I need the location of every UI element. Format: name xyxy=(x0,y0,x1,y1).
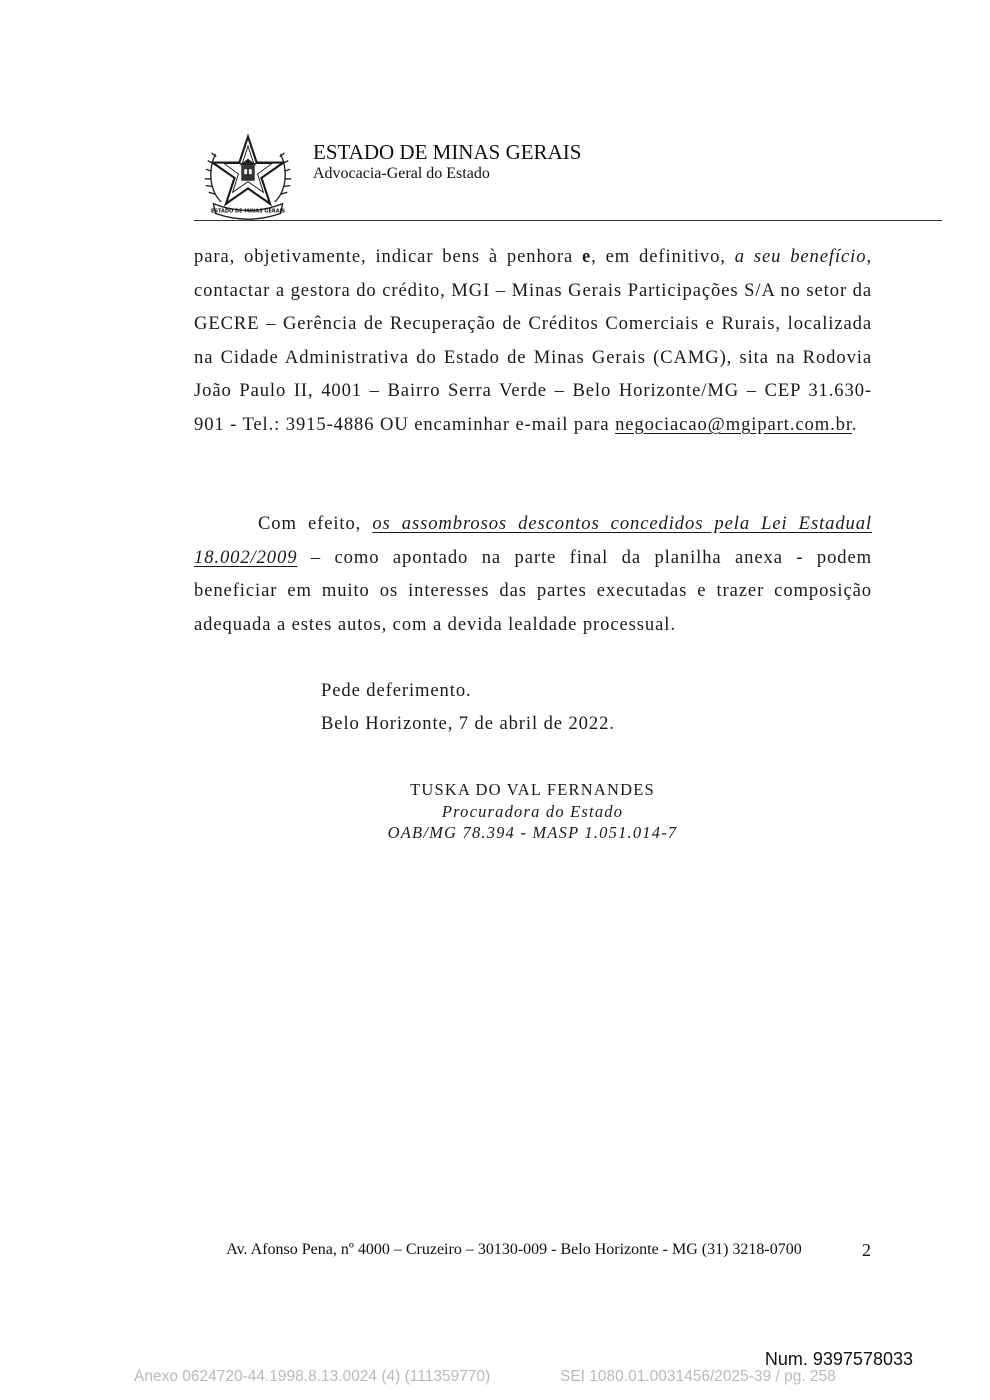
p2-text-1: Com efeito, xyxy=(258,513,373,534)
signer-name: TUSKA DO VAL FERNANDES xyxy=(410,780,655,799)
sei-reference: SEI 1080.01.0031456/2025-39 / pg. 258 xyxy=(560,1368,836,1385)
email-link[interactable]: negociacao@mgipart.com.br xyxy=(615,413,852,435)
p2-law-reference: os assombrosos descontos concedidos pela Lei Estadual 18.002/2009 xyxy=(194,513,872,568)
footer-address: Av. Afonso Pena, nº 4000 – Cruzeiro – 30130-009 - Belo Horizonte - MG (31) 3218-0700 xyxy=(226,1241,802,1258)
signer-oab: OAB/MG 78.394 - MASP 1.051.014-7 xyxy=(387,823,678,842)
p1-end: . xyxy=(851,413,858,435)
header-title: ESTADO DE MINAS GERAIS xyxy=(313,140,582,164)
page-number: 2 xyxy=(862,1240,871,1260)
p1-text-1: para, objetivamente, indicar bens à penhora xyxy=(194,246,582,267)
p1-text-2: , em definitivo, xyxy=(591,246,735,267)
state-coat-of-arms-seal xyxy=(200,127,296,223)
p1-text-3: , contactar a gestora do crédito, MGI – Minas Gerais Participações S/A no setor da GECRE – Gerência de Recuperação de Créditos Comerciais e Rurais, localizada na Cidade Administrativa do Estado de Minas Gerais (CAMG), sita na Rodovia João Paulo II, 4001 – Bairro Serra Verde – Belo Horizonte/MG – CEP 31.630-901 - Tel.: 3915-4886 OU encaminhar e-mail para xyxy=(194,246,873,435)
p1-bold-e: e xyxy=(582,246,592,267)
annex-reference: Anexo 0624720-44.1998.8.13.0024 (4) (111359770) xyxy=(134,1368,491,1385)
header-subtitle: Advocacia-Geral do Estado xyxy=(313,165,490,182)
signature-block xyxy=(300,779,765,844)
closing-place-date: Belo Horizonte, 7 de abril de 2022. xyxy=(321,713,615,734)
header-divider xyxy=(194,220,942,221)
p2-text-2: – como apontado na parte final da planilha anexa - podem beneficiar em muito os interesses das partes executadas e trazer composição adequada a estes autos, com a devida lealdade processual. xyxy=(194,546,872,635)
p1-italic-benefit: a seu benefício xyxy=(734,246,867,267)
paragraph-request xyxy=(194,240,872,442)
signer-role: Procuradora do Estado xyxy=(441,801,624,821)
closing-request: Pede deferimento. xyxy=(321,680,472,701)
document-number: Num. 9397578033 xyxy=(764,1349,913,1369)
svg-text:ESTADO DE MINAS GERAIS: ESTADO DE MINAS GERAIS xyxy=(210,208,286,215)
paragraph-discounts xyxy=(194,507,872,641)
